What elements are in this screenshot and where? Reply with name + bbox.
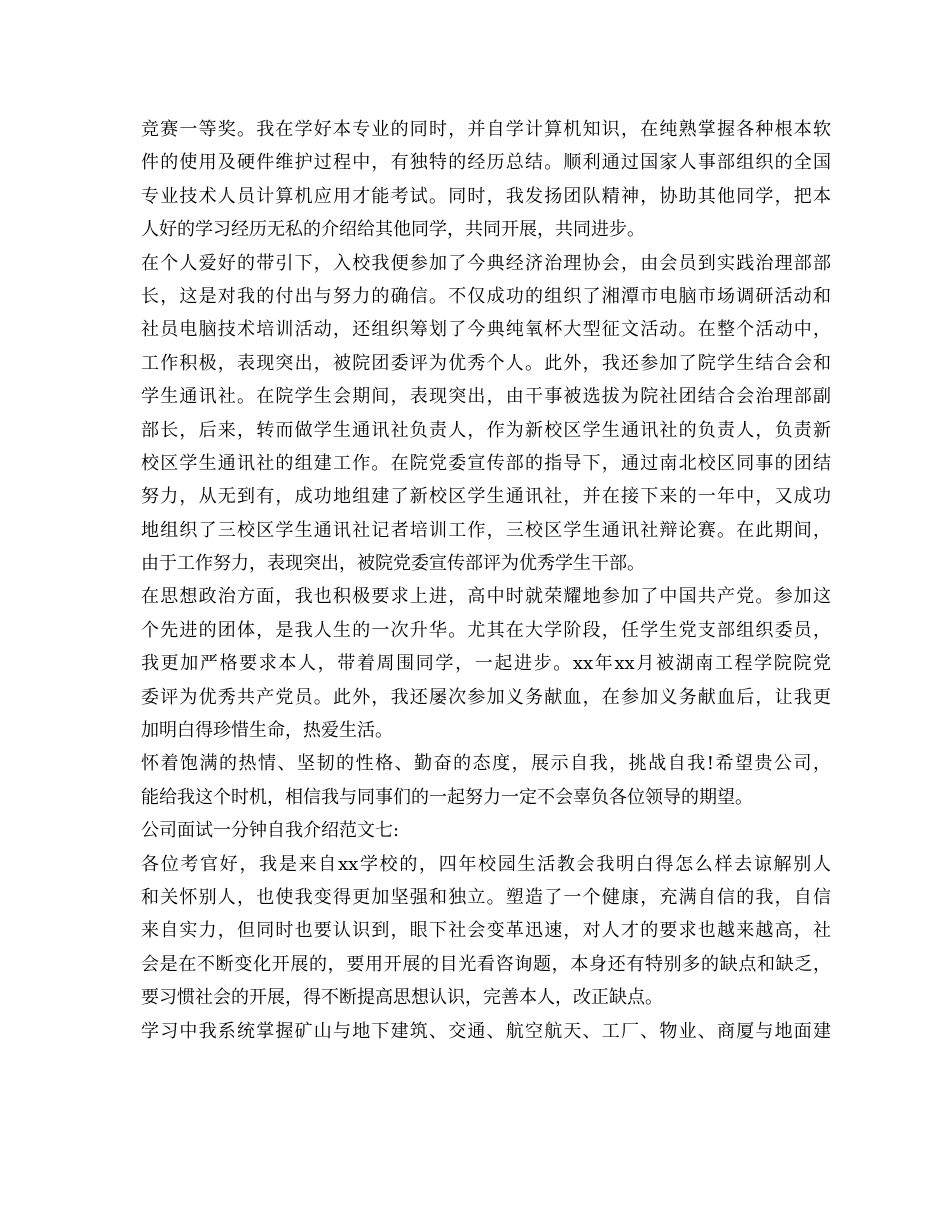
text-line: 个先进的团体，是我人生的一次升华。尤其在大学阶段，任学生党支部组织委员， [141,619,831,641]
text-line: 由于工作努力，表现突出，被院党委宣传部评为优秀学生干部。 [141,553,645,575]
text-line: 要习惯社会的开展，得不断提高思想认识，完善本人，改正缺点。 [141,987,663,1009]
text-line: 校区学生通讯社的组建工作。在院党委宣传部的指导下，通过南北校区同事的团结 [141,452,831,474]
text-line: 在个人爱好的带引下，入校我便参加了今典经济治理协会，由会员到实践治理部部 [141,252,831,274]
text-line: 和关怀别人，也使我变得更加坚强和独立。塑造了一个健康，充满自信的我，自信 [141,886,831,908]
text-line: 委评为优秀共产党员。此外，我还屡次参加义务献血，在参加义务献血后，让我更 [141,686,831,708]
text-line: 能给我这个时机，相信我与同事们的一起努力一定不会辜负各位领导的期望。 [141,786,753,808]
text-line: 在思想政治方面，我也积极要求上进，高中时就荣耀地参加了中国共产党。参加这 [141,586,831,608]
text-line: 工作积极，表现突出，被院团委评为优秀个人。此外，我还参加了院学生结合会和 [141,352,831,374]
text-line: 努力，从无到有，成功地组建了新校区学生通讯社，并在接下来的一年中，又成功 [141,486,831,508]
text-line: 加明白得珍惜生命，热爱生活。 [141,720,393,742]
text-line: 学习中我系统掌握矿山与地下建筑、交通、航空航天、工厂、物业、商厦与地面建 [141,1020,831,1042]
text-line: 社员电脑技术培训活动，还组织筹划了今典纯氧杯大型征文活动。在整个活动中， [141,319,831,341]
text-line: 会是在不断变化开展的，要用开展的目光看咨询题，本身还有特别多的缺点和缺乏， [141,953,831,975]
section-heading: 公司面试一分钟自我介绍范文七: [141,820,400,842]
text-line: 怀着饱满的热情、坚韧的性格、勤奋的态度，展示自我，挑战自我!希望贵公司， [141,753,831,775]
text-line: 竞赛一等奖。我在学好本专业的同时，并自学计算机知识，在纯熟掌握各种根本软 [141,119,831,140]
body-text [141,113,831,1048]
text-line: 专业技术人员计算机应用才能考试。同时，我发扬团队精神，协助其他同学，把本 [141,185,831,207]
text-line: 学生通讯社。在院学生会期间，表现突出，由干事被选拔为院社团结合会治理部副 [141,386,831,408]
text-line: 长，这是对我的付出与努力的确信。不仅成功的组织了湘潭市电脑市场调研活动和 [141,285,831,307]
text-line: 各位考官好，我是来自xx学校的，四年校园生活教会我明白得怎么样去谅解别人 [141,853,831,875]
text-line: 部长，后来，转而做学生通讯社负责人，作为新校区学生通讯社的负责人，负责新 [141,419,831,441]
text-line: 地组织了三校区学生通讯社记者培训工作，三校区学生通讯社辩论赛。在此期间， [141,519,831,541]
text-line: 件的使用及硬件维护过程中，有独特的经历总结。顺利通过国家人事部组织的全国 [141,152,831,174]
text-line: 人好的学习经历无私的介绍给其他同学，共同开展，共同进步。 [141,219,645,241]
text-line: 我更加严格要求本人，带着周围同学，一起进步。xx年xx月被湖南工程学院院党 [141,653,831,675]
text-line: 来自实力，但同时也要认识到，眼下社会变革迅速，对人才的要求也越来越高，社 [141,920,831,942]
